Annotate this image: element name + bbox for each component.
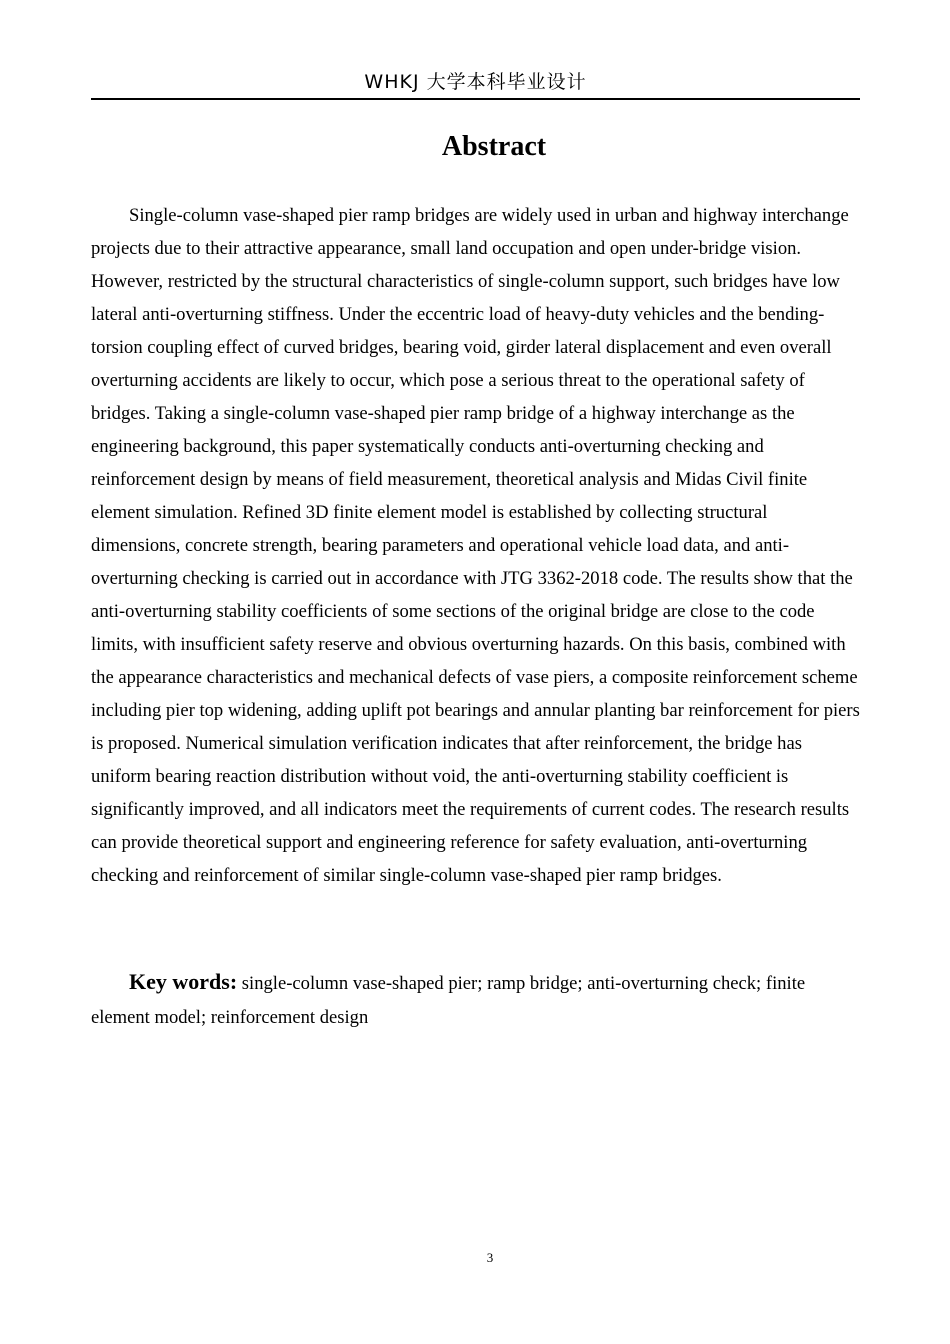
abstract-paragraph: Single-column vase-shaped pier ramp bridges are widely used in urban and highway interchange projects due to their attractive appearance, small land occupation and open under-bridge vision. However, restricted by the structural characteristics of single-column support, such bridges have low lateral anti-overturning stiffness. Under the eccentric load of heavy-duty vehicles and the bending-torsion coupling effect of curved bridges, bearing void, girder lateral displacement and even overall overturning accidents are likely to occur, which pose a serious threat to the operational safety of bridges. Taking a single-column vase-shaped pier ramp bridge of a highway interchange as the engineering background, this paper systematically conducts anti-overturning checking and reinforcement design by means of field measurement, theoretical analysis and Midas Civil finite element simulation. Refined 3D finite element model is established by collecting structural dimensions, concrete strength, bearing parameters and operational vehicle load data, and anti-overturning checking is carried out in accordance with JTG 3362-2018 code. The results show that the anti-overturning stability coefficients of some sections of the original bridge are close to the code limits, with insufficient safety reserve and obvious overturning hazards. On this basis, combined with the appearance characteristics and mechanical defects of vase piers, a composite reinforcement scheme including pier top widening, adding uplift pot bearings and annular planting bar reinforcement for piers is proposed. Numerical simulation verification indicates that after reinforcement, the bridge has uniform bearing reaction distribution without void, the anti-overturning stability coefficient is significantly improved, and all indicators meet the requirements of current codes. The research results can provide theoretical support and engineering reference for safety evaluation, anti-overturning checking and reinforcement of similar single-column vase-shaped pier ramp bridges. bbox=[91, 205, 860, 886]
page-header bbox=[91, 70, 860, 100]
keywords-paragraph bbox=[91, 965, 860, 1035]
header-title: WHKJ 大学本科毕业设计 bbox=[364, 71, 587, 93]
keywords-text: single-column vase-shaped pier; ramp bridge; anti-overturning check; finite element model; reinforcement design bbox=[91, 973, 806, 1028]
keywords-label: Key words: bbox=[129, 969, 238, 994]
page-number: 3 bbox=[486, 1250, 494, 1265]
abstract-title: Abstract bbox=[441, 131, 547, 162]
